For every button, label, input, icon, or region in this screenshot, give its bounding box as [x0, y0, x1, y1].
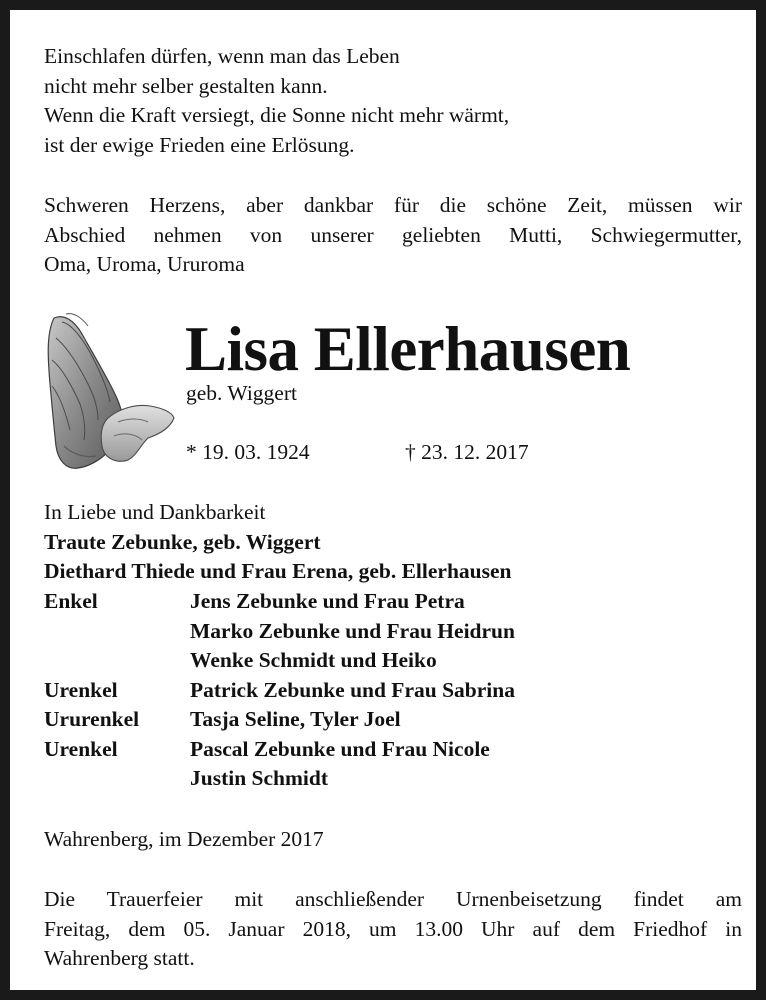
ceremony-line: Die Trauerfeier mit anschließender Urnenbeisetzung findet am — [44, 887, 742, 911]
family-group-label: Ururenkel — [44, 707, 140, 731]
poem-line: nicht mehr selber gestalten kann. — [44, 73, 328, 98]
deceased-name: Lisa Ellerhausen — [185, 314, 631, 384]
death-date: † 23. 12. 2017 — [405, 440, 529, 464]
family-member: Jens Zebunke und Frau Petra — [190, 589, 465, 613]
ceremony-line: Freitag, dem 05. Januar 2018, um 13.00 Uhr auf dem Friedhof in — [44, 916, 742, 941]
family-member: Marko Zebunke und Frau Heidrun — [190, 618, 515, 643]
mourners-intro: In Liebe und Dankbarkeit — [44, 500, 266, 524]
family-group-label: Enkel — [44, 589, 98, 613]
poem-line: ist der ewige Frieden eine Erlösung. — [44, 132, 355, 157]
family-group-label: Urenkel — [44, 736, 118, 761]
birth-date: * 19. 03. 1924 — [186, 440, 310, 464]
poem-line: Wenn die Kraft versiegt, die Sonne nicht mehr wärmt, — [44, 103, 510, 127]
ceremony-line: Wahrenberg statt. — [44, 946, 195, 970]
family-member: Wenke Schmidt und Heiko — [190, 648, 437, 672]
mourners-intro-block — [44, 498, 512, 587]
birth-name: geb. Wiggert — [186, 381, 297, 405]
place-date: Wahrenberg, im Dezember 2017 — [44, 827, 324, 851]
intro-line: Abschied nehmen von unserer geliebten Mutti, Schwiegermutter, — [44, 222, 742, 247]
mourner-line: Traute Zebunke, geb. Wiggert — [44, 529, 321, 554]
intro-line: Schweren Herzens, aber dankbar für die schöne Zeit, müssen wir — [44, 193, 742, 217]
intro-line: Oma, Uroma, Ururoma — [44, 252, 245, 276]
family-member: Patrick Zebunke und Frau Sabrina — [190, 677, 515, 702]
mourner-line: Diethard Thiede und Frau Erena, geb. Ellerhausen — [44, 559, 512, 583]
family-group-label: Urenkel — [44, 677, 118, 702]
family-member: Tasja Seline, Tyler Joel — [190, 707, 401, 731]
family-member: Justin Schmidt — [190, 766, 328, 790]
poem — [44, 42, 509, 160]
intro-text — [44, 191, 742, 280]
ceremony-text — [44, 885, 742, 974]
praying-hands-icon — [44, 310, 178, 470]
family-member: Pascal Zebunke und Frau Nicole — [190, 736, 490, 761]
poem-line: Einschlafen dürfen, wenn man das Leben — [44, 44, 400, 68]
